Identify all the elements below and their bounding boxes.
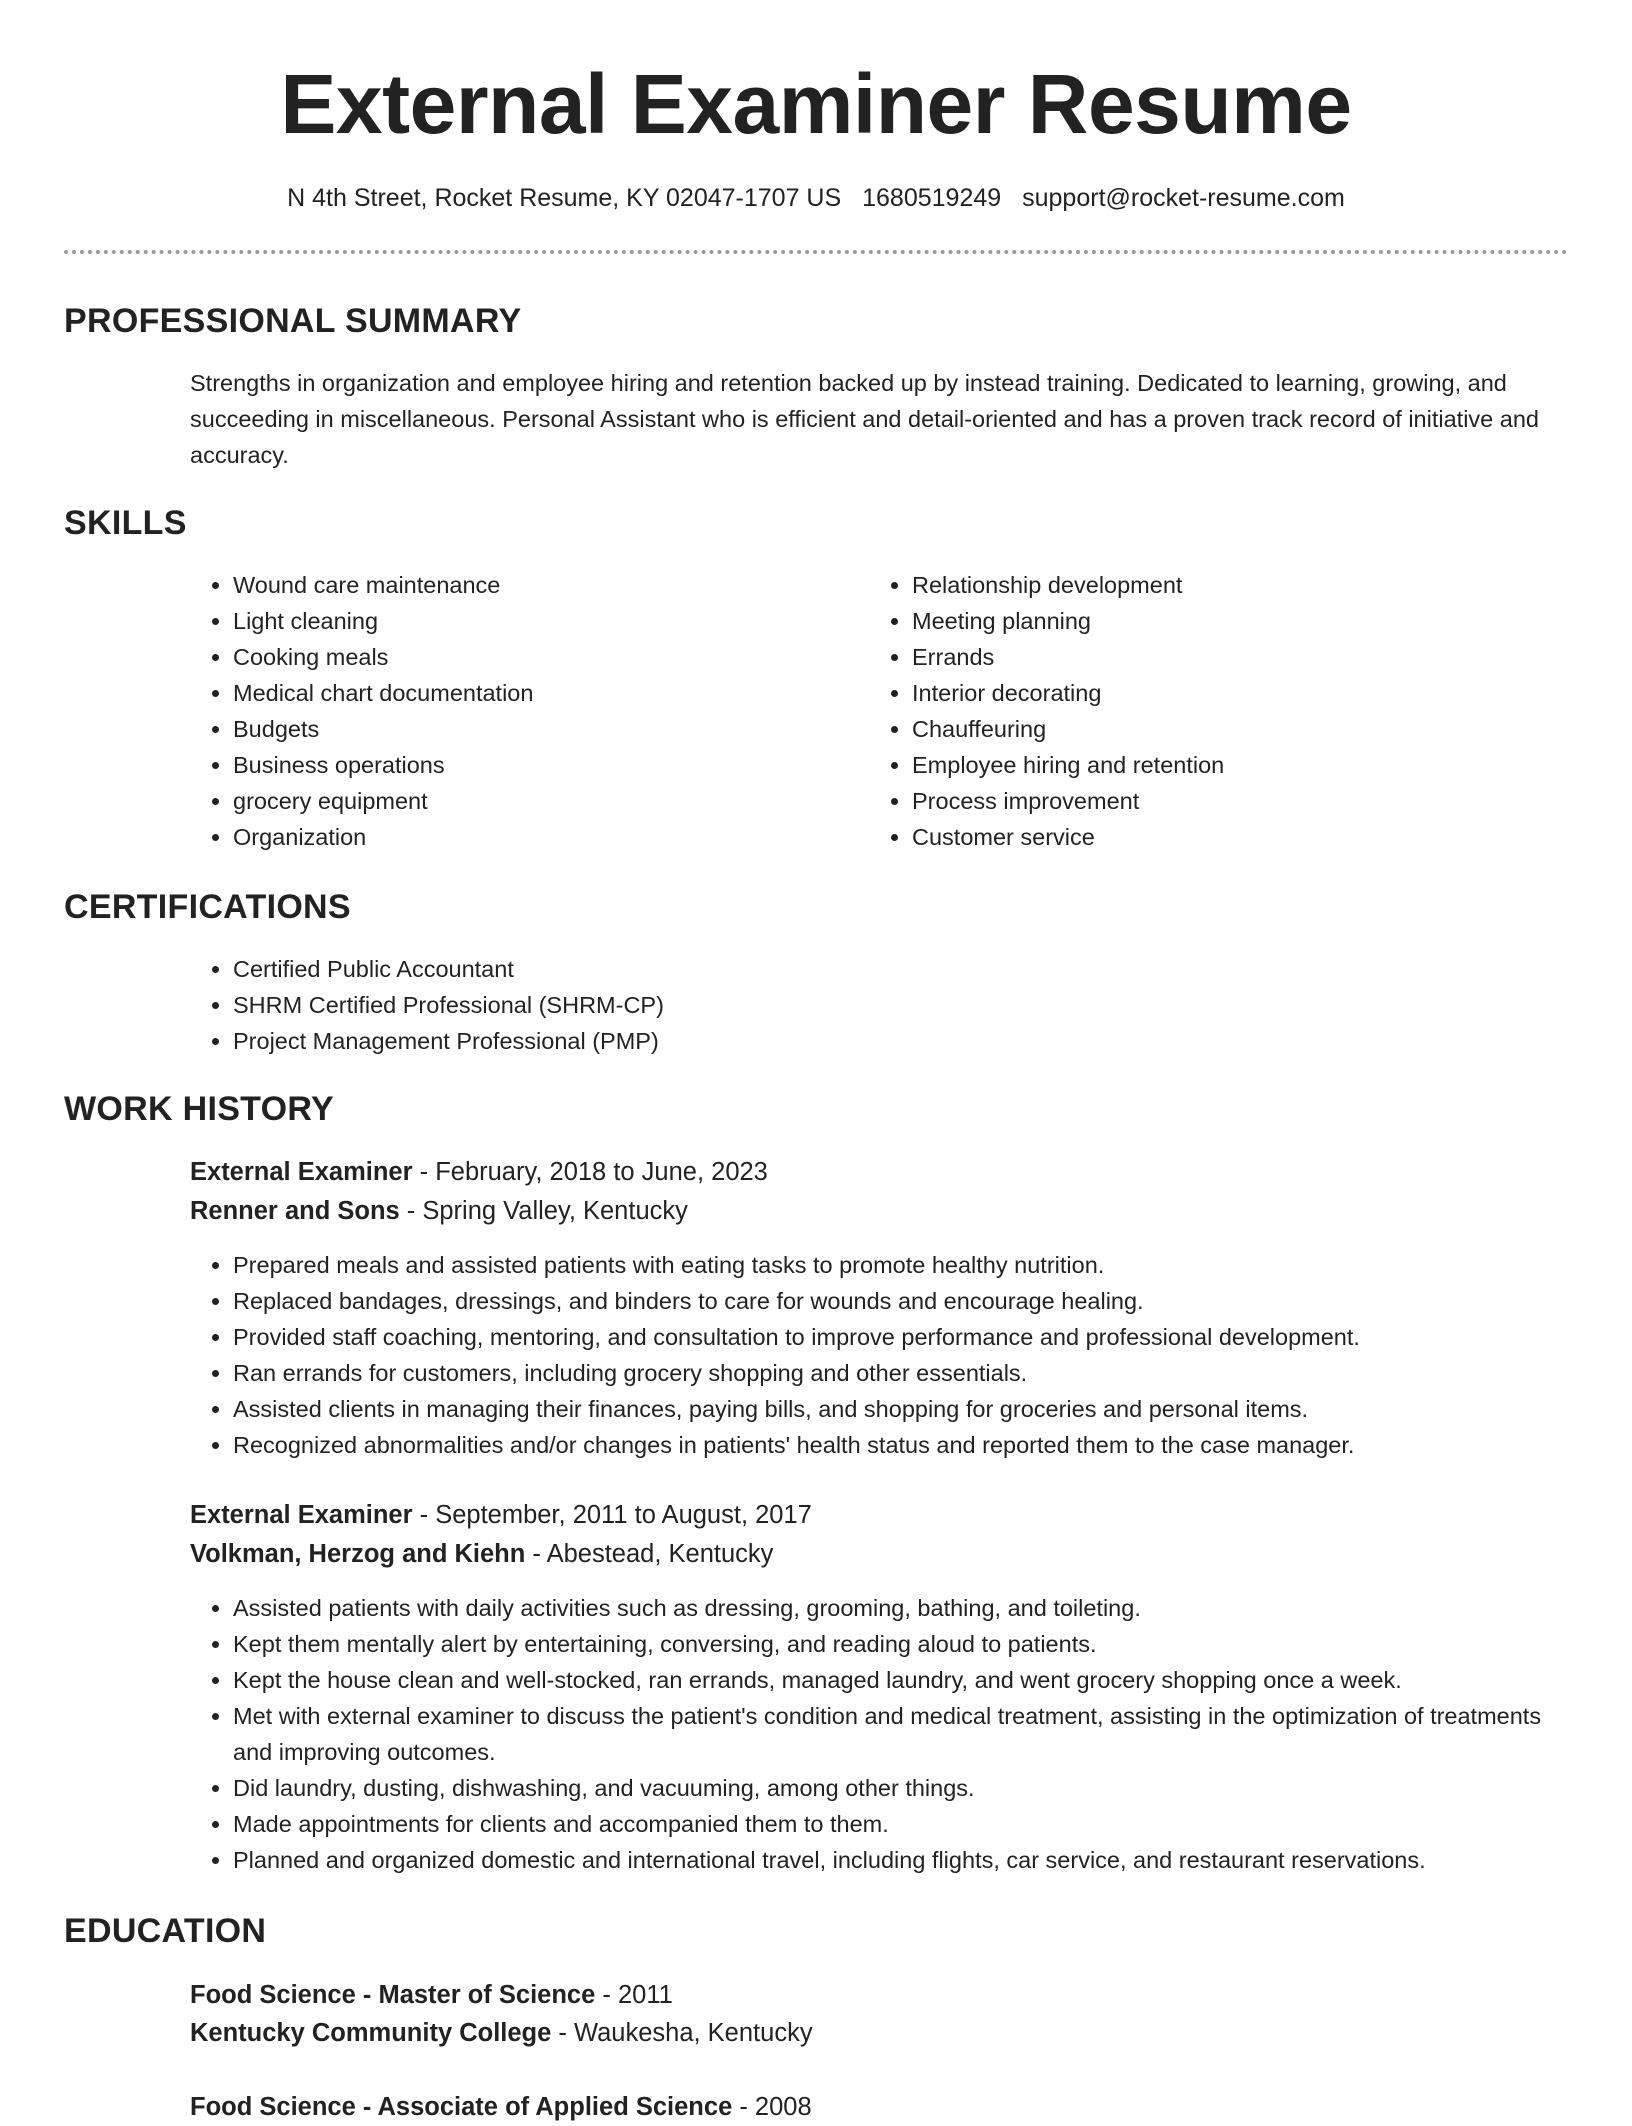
list-item: • Process improvement — [912, 783, 1562, 819]
education-school: Kentucky Community College — [190, 2019, 552, 2047]
job-role: External Examiner — [190, 1158, 413, 1186]
skills-list-left — [190, 567, 833, 855]
list-item: • Relationship development — [912, 567, 1562, 603]
header-divider — [64, 250, 1568, 254]
list-item: • Project Management Professional (PMP) — [233, 1023, 1533, 1059]
list-item: • Business operations — [233, 747, 833, 783]
certifications-list — [190, 951, 1533, 1059]
list-item: • Assisted patients with daily activities such as dressing, grooming, bathing, and toileting. — [233, 1590, 1613, 1626]
job-location: - Spring Valley, Kentucky — [399, 1197, 688, 1225]
list-item: • Kept the house clean and well-stocked, ran errands, managed laundry, and went grocery shopping once a week. — [233, 1662, 1613, 1698]
list-item: • Made appointments for clients and accompanied them to them. — [233, 1806, 1613, 1842]
contact-phone: 1680519249 — [862, 184, 1002, 212]
contact-line — [0, 180, 1632, 216]
contact-email: support@rocket-resume.com — [1022, 184, 1345, 212]
certifications-heading: CERTIFICATIONS — [64, 888, 351, 926]
list-item: • grocery equipment — [233, 783, 833, 819]
summary-text: Strengths in organization and employee hiring and retention backed up by instead training. Dedicated to learning, growing, and succeeding in miscellaneous. Personal Assistant who is efficient and detail-oriented and has a proven track record of initiative and accuracy. — [190, 370, 1539, 468]
list-item: • Recognized abnormalities and/or changes in patients' health status and reported them to the case manager. — [233, 1427, 1613, 1463]
list-item: • Provided staff coaching, mentoring, and consultation to improve performance and professional development. — [233, 1319, 1613, 1355]
list-item: • Errands — [912, 639, 1562, 675]
education-year: - 2008 — [732, 2093, 812, 2121]
list-item: • SHRM Certified Professional (SHRM-CP) — [233, 987, 1533, 1023]
job-company-line — [190, 1535, 773, 1573]
job-duties-list — [190, 1247, 1613, 1463]
job-company: Renner and Sons — [190, 1197, 400, 1225]
education-degree-line — [190, 1976, 673, 2014]
list-item: • Meeting planning — [912, 603, 1562, 639]
list-item: • Met with external examiner to discuss the patient's condition and medical treatment, assisting in the optimization of treatments and improving outcomes. — [233, 1698, 1568, 1770]
list-item: • Kept them mentally alert by entertaining, conversing, and reading aloud to patients. — [233, 1626, 1613, 1662]
education-degree-line — [190, 2088, 812, 2126]
job-title-line — [190, 1496, 812, 1534]
job-dates: - February, 2018 to June, 2023 — [412, 1158, 768, 1186]
job-company-line — [190, 1192, 688, 1230]
job-duties-list — [190, 1590, 1613, 1878]
education-year: - 2011 — [595, 1981, 673, 2009]
list-item: • Organization — [233, 819, 833, 855]
summary-heading: PROFESSIONAL SUMMARY — [64, 302, 522, 340]
list-item: • Cooking meals — [233, 639, 833, 675]
skills-heading: SKILLS — [64, 504, 187, 542]
education-degree: Food Science - Associate of Applied Science — [190, 2093, 733, 2121]
list-item: • Certified Public Accountant — [233, 951, 1533, 987]
list-item: • Employee hiring and retention — [912, 747, 1562, 783]
job-company: Volkman, Herzog and Kiehn — [190, 1540, 526, 1568]
list-item: • Budgets — [233, 711, 833, 747]
skills-list-right — [869, 567, 1562, 855]
list-item: • Prepared meals and assisted patients with eating tasks to promote healthy nutrition. — [233, 1247, 1613, 1283]
list-item: • Planned and organized domestic and international travel, including flights, car service, and restaurant reservations. — [233, 1842, 1613, 1878]
job-location: - Abestead, Kentucky — [525, 1540, 774, 1568]
job-title-line — [190, 1153, 768, 1191]
education-school-line — [190, 2014, 813, 2052]
list-item: • Ran errands for customers, including grocery shopping and other essentials. — [233, 1355, 1613, 1391]
education-heading: EDUCATION — [64, 1912, 267, 1950]
education-location: - Waukesha, Kentucky — [551, 2019, 813, 2047]
list-item: • Wound care maintenance — [233, 567, 833, 603]
job-role: External Examiner — [190, 1501, 413, 1529]
list-item: • Medical chart documentation — [233, 675, 833, 711]
work-history-heading: WORK HISTORY — [64, 1090, 334, 1128]
list-item: • Interior decorating — [912, 675, 1562, 711]
list-item: • Light cleaning — [233, 603, 833, 639]
list-item: • Replaced bandages, dressings, and binders to care for wounds and encourage healing. — [233, 1283, 1613, 1319]
list-item: • Did laundry, dusting, dishwashing, and vacuuming, among other things. — [233, 1770, 1613, 1806]
list-item: • Assisted clients in managing their finances, paying bills, and shopping for groceries and personal items. — [233, 1391, 1613, 1427]
list-item: • Customer service — [912, 819, 1562, 855]
contact-address: N 4th Street, Rocket Resume, KY 02047-1707 US — [287, 184, 842, 212]
job-dates: - September, 2011 to August, 2017 — [412, 1501, 812, 1529]
list-item: • Chauffeuring — [912, 711, 1562, 747]
resume-title: External Examiner Resume — [280, 57, 1352, 151]
education-degree: Food Science - Master of Science — [190, 1981, 596, 2009]
